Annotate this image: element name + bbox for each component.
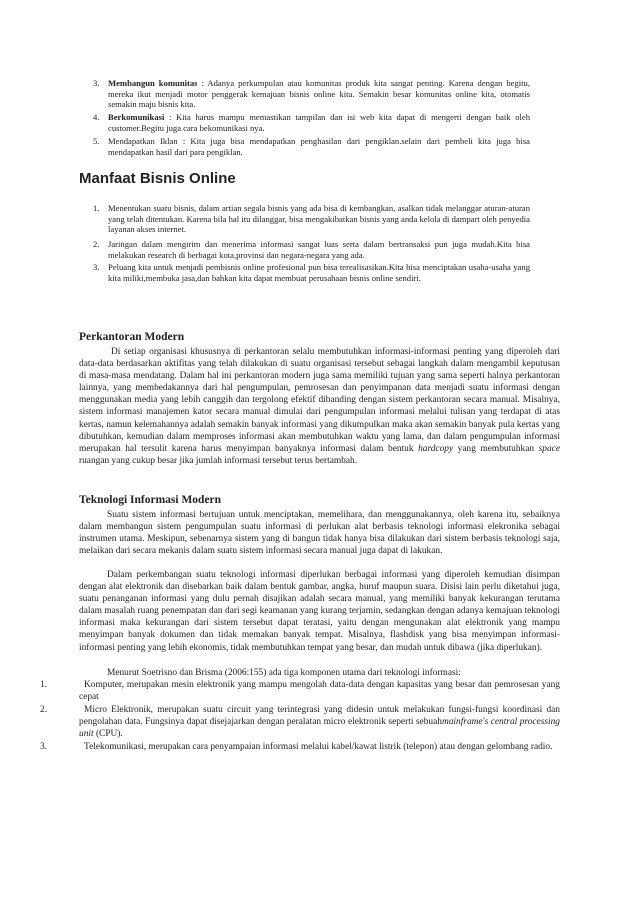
paragraph-perkantoran <box>79 346 560 467</box>
list-item-text: Mendapatkan Iklan : Kita juga bisa mendapatkan penghasilan dari pengiklan.selain dari pembeli kita juga bisa mendapatkan hasil dari para pengiklan. <box>108 136 530 157</box>
section-heading-teknologi: Teknologi Informasi Modern <box>79 494 222 506</box>
list-item-text: : Kita harus mampu memastikan tampilan dan isi web kita dapat di mengerti dengan baik oleh customer.Begitu juga cara bekomunikasi nya. <box>108 112 530 133</box>
list-item-text: (CPU). <box>93 729 123 740</box>
list-item <box>93 203 530 235</box>
list-item <box>93 262 530 283</box>
list-item-text: Jaringan dalam mengirim dan menerima informasi sangat luas serta dalam bertransaksi pun juga mudah.Kita bisa melakukan research di berbagai kota,provinsi dan negara-negara yang ada. <box>108 239 530 260</box>
list-item <box>93 78 530 110</box>
list-item-text: : Adanya perkumpulan atau komunitas produk kita sangat penting. Karena dengan begitu, mereka ikut menjadi motor penggerak kemajuan bisnis online kita. Semakin besar komunitas online kita, otomatis semakin maju bisnis kita. <box>108 78 530 110</box>
list-number: 4. <box>93 112 100 122</box>
paragraph-teknologi-3: Menurut Soetrisno dan Brisma (2006:155) ada tiga komponen utama dari teknologi informasi: <box>107 668 461 678</box>
list-item-italic: mainframe's central processing unit <box>79 717 560 740</box>
paragraph-teknologi-2: Dalam perkembangan suatu teknologi informasi diperlukan berbagai informasi yang diperoleh kemudian disimpan dengan alat elektronik dan disebarkan baik dalam bentuk gambar, angka, huruf maupun suara. Disisi lain perlu diketahui juga, suatu penanganan informasi yang dulu pernah disajikan adalah secara manual, yang memiliki banyak kekurangan terutama dalam masalah ruang penempatan dan dari segi keamanan yang kurang terjamin, sedangkan dengan adanya kemajuan teknologi informasi maka kekurangan dari sistem tersebut dapat teratasi, yaitu dengan mengunakan alat elektronik yang mampu menyimpan banyak dokumen dan tidak memakan banyak tempat. Misalnya, flashdisk yang bisa menyimpan informasi-informasi penting yang lebih ekonomis, tidak membutuhkan tempat yang besar, dan mudah untuk dibawa (jika diperlukan). <box>79 570 560 653</box>
list-item <box>93 112 530 133</box>
list-item <box>93 136 530 157</box>
list-item <box>40 741 560 753</box>
paragraph-text: Di setiap organisasi khususnya di perkantoran selalu membutuhkan informasi-informasi penting yang diperoleh dari data-data berdasarkan aktifitas yang telah dilakukan di suatu organisasi tersebut sebagai langkah dalam mengambil keputusan di masa-masa mendatang. Dalam hal ini perkantoran modern juga sama memiliki tujuan yang sama seperti halnya perkantoran lainnya, yang membedakannya dari hal pengumpulan, pemrosesan dan penyimpanan data menjadi suatu informasi dengan menggunakan media yang lebih canggih dan tergolong efektif dibanding dengan sistem perkantoran secara manual. Misalnya, sistem informasi manajemen kator secara manual dimulai dari pengumpulan informasi melalui tulisan yang terdapat di atas kertas, namun kelemahannya adalah semakin banyak informasi yang dikumpulkan maka akan semakin banyak pula kertas yang dibutuhkan, kemudian dalam memproses informasi akan membutuhkan waktu yang lama, dan dalam pengumpulan informasi merupakan hal tersulit karena harus menyimpan banyaknya informasi dalam bentuk <box>79 347 560 454</box>
list-item-text: Telekomunikasi, merupakan cara penyampaian informasi melalui kabel/kawat listrik (telepon) atau dengan gelombang radio. <box>84 742 553 752</box>
list-item <box>93 239 530 260</box>
section-heading-perkantoran: Perkantoran Modern <box>79 331 185 343</box>
list-number: 2. <box>40 705 48 715</box>
list-number: 3. <box>40 742 48 752</box>
list-item-text: Peluang kita untuk menjadi pembisnis online profesional pun bisa terealisasikan.Kita bisa menciptakan usaha-usaha yang kita miliki,membuka jasa,dan bahkan kita dapat membuat perusahaan bisnis online sendiri. <box>108 262 530 283</box>
section-heading-manfaat: Manfaat Bisnis Online <box>79 170 236 187</box>
list-item-title: Membangun komunitas <box>108 78 198 88</box>
list-item-title: Berkomunikasi <box>108 112 165 122</box>
list-item-text: Menentukan suatu bisnis, dalam artian segala bisnis yang ada bisa di kembangkan, asalkan tidak melanggar aturan-aturan yang telah ditentukan. Karena bila hal itu dilanggar, bisa mengakibatkan bisnis yang anda kelola di dampart oleh penyedia layanan akses internet. <box>108 203 530 235</box>
list-number: 1. <box>40 680 48 690</box>
paragraph-italic: hardcopy <box>418 443 454 454</box>
paragraph-text: ruangan yang cukup besar jika jumlah informasi tersebut terus bertambah. <box>79 455 358 466</box>
list-number: 2. <box>93 239 100 249</box>
list-number: 5. <box>93 136 100 146</box>
paragraph-teknologi-1: Suatu sistem informasi bertujuan untuk menciptakan, memelihara, dan menggunakannya, oleh karena itu, sebaiknya dalam membangun sistem pengumpulan suatu informasi di perlukan alat berbasis teknologi informasi elekronika sebagai instrumen utama. Meskipun, sebenarnya sistem yang di bangun tidak hanya bisa dilakukan dari sistem berbasis teknologi saja, melaikan dari secara mekanis dalam suatu sistem informasi secara manual juga dapat di lakukan. <box>79 510 560 557</box>
paragraph-italic: space <box>538 443 560 454</box>
paragraph-text: yang membutuhkan <box>453 443 539 454</box>
list-number: 3. <box>93 262 100 272</box>
list-item-text: Micro Elektronik, merupakan suatu circuit yang terintegrasi yang didesin untuk melakukan fungsi-fungsi koordinasi dan pengolahan data. Fungsinya dapat disejajarkan dengan peralatan micro elektronik seperti sebuah <box>79 705 560 728</box>
list-item-text: Komputer, merupakan mesin elektronik yang mampu mengolah data-data dengan kapasitas yang besar dan pemrosesan yang cepat <box>79 680 560 703</box>
list-item <box>40 704 560 740</box>
list-number: 3. <box>93 78 100 88</box>
list-item <box>40 679 560 703</box>
list-number: 1. <box>93 203 100 213</box>
